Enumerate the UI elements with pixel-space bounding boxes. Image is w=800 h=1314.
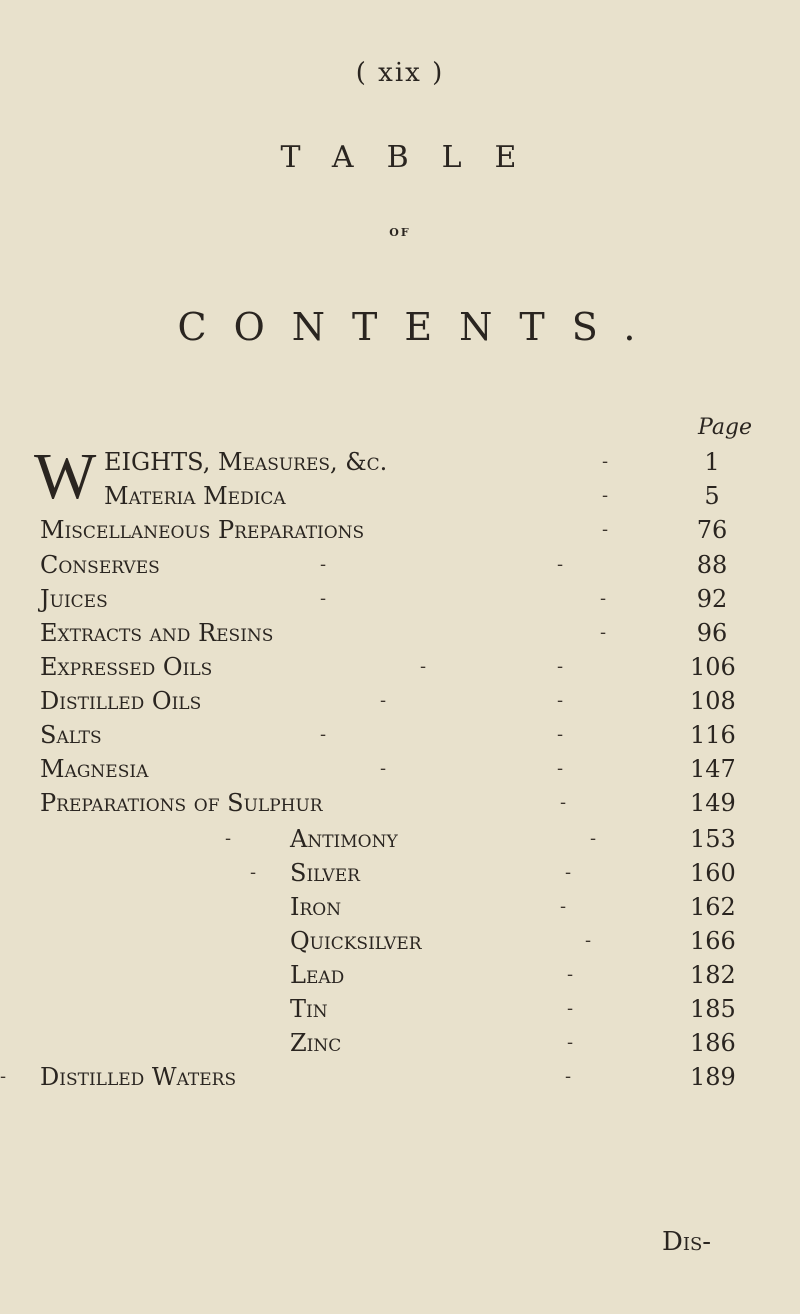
leader-dash: - (590, 828, 597, 849)
entry-page-number: 76 (696, 516, 728, 544)
leader-dash: - (320, 724, 327, 745)
contents-entry (0, 822, 800, 856)
leader-dash: - (320, 588, 327, 609)
entry-title: Miscellaneous Preparations (40, 516, 365, 544)
contents-entry (0, 752, 800, 786)
leader-dash: - (600, 622, 607, 643)
leader-dash: - (565, 1066, 572, 1087)
entry-title: Conserves (40, 551, 160, 579)
leader-dash: - (602, 485, 609, 506)
contents-entry (0, 1060, 800, 1094)
entry-title: Extracts and Resins (40, 619, 274, 647)
leader-dash: - (557, 758, 564, 779)
leader-dash: - (420, 656, 427, 677)
leader-dash: - (567, 1032, 574, 1053)
leader-dash: - (565, 862, 572, 883)
contents-entry (0, 582, 800, 616)
contents-entry (0, 479, 800, 513)
leader-dash: - (560, 896, 567, 917)
entry-title: Tin (290, 995, 328, 1023)
leader-dash: - (567, 964, 574, 985)
leader-dash: - (557, 690, 564, 711)
contents-entry (0, 958, 800, 992)
leader-dash: - (600, 588, 607, 609)
contents-entry (0, 650, 800, 684)
entry-page-number: 162 (690, 893, 736, 921)
contents-entry (0, 718, 800, 752)
entry-page-number: 106 (690, 653, 736, 681)
entry-title: Iron (290, 893, 342, 921)
entry-title: Materia Medica (104, 482, 286, 510)
contents-entry (0, 684, 800, 718)
leader-dash: - (602, 451, 609, 472)
entry-page-number: 5 (704, 482, 720, 510)
heading-table: TABLE (280, 140, 550, 175)
contents-entry (0, 992, 800, 1026)
contents-entry (0, 445, 800, 479)
contents-entry (0, 856, 800, 890)
entry-title: Lead (290, 961, 345, 989)
contents-entry (0, 786, 800, 820)
entry-page-number: 189 (690, 1063, 736, 1091)
leader-dash: - (602, 519, 609, 540)
entry-title: EIGHTS, Measures, &c. (104, 448, 388, 476)
entry-title: Silver (290, 859, 360, 887)
entry-page-number: 147 (690, 755, 736, 783)
leader-dash: - (560, 792, 567, 813)
entry-title: Juices (40, 585, 108, 613)
contents-entry (0, 548, 800, 582)
leader-dash: - (0, 1066, 7, 1087)
contents-entry (0, 924, 800, 958)
entry-page-number: 88 (696, 551, 728, 579)
ditto-dash: - (225, 828, 232, 849)
catchword: Dis- (662, 1227, 712, 1257)
entry-page-number: 166 (690, 927, 736, 955)
entry-title: Distilled Oils (40, 687, 202, 715)
entry-page-number: 160 (690, 859, 736, 887)
entry-title: Antimony (290, 825, 398, 853)
leader-dash: - (380, 690, 387, 711)
entry-page-number: 116 (690, 721, 736, 749)
entry-page-number: 108 (690, 687, 736, 715)
entry-page-number: 182 (690, 961, 736, 989)
page-column-label: Page (698, 415, 753, 440)
contents-entry (0, 890, 800, 924)
entry-page-number: 185 (690, 995, 736, 1023)
leader-dash: - (557, 724, 564, 745)
leader-dash: - (320, 554, 327, 575)
leader-dash: - (567, 998, 574, 1019)
contents-entry (0, 1026, 800, 1060)
entry-title: Distilled Waters (40, 1063, 237, 1091)
heading-contents: CONTENTS. (177, 305, 663, 349)
entry-title: Preparations of Sulphur (40, 789, 323, 817)
entry-page-number: 96 (696, 619, 728, 647)
entry-page-number: 186 (690, 1029, 736, 1057)
entry-title: Expressed Oils (40, 653, 213, 681)
contents-entry (0, 513, 800, 547)
entry-page-number: 149 (690, 789, 736, 817)
leader-dash: - (557, 656, 564, 677)
ditto-dash: - (250, 862, 257, 883)
entry-page-number: 153 (690, 825, 736, 853)
drop-capital: W (34, 440, 97, 513)
entry-title: Magnesia (40, 755, 149, 783)
entry-page-number: 1 (704, 448, 720, 476)
entry-title: Quicksilver (290, 927, 422, 955)
folio-page-number: ( xix ) (355, 58, 445, 88)
leader-dash: - (380, 758, 387, 779)
contents-entry (0, 616, 800, 650)
leader-dash: - (557, 554, 564, 575)
entry-page-number: 92 (696, 585, 728, 613)
leader-dash: - (585, 930, 592, 951)
entry-title: Zinc (290, 1029, 342, 1057)
entry-title: Salts (40, 721, 102, 749)
heading-of: OF (389, 226, 411, 239)
